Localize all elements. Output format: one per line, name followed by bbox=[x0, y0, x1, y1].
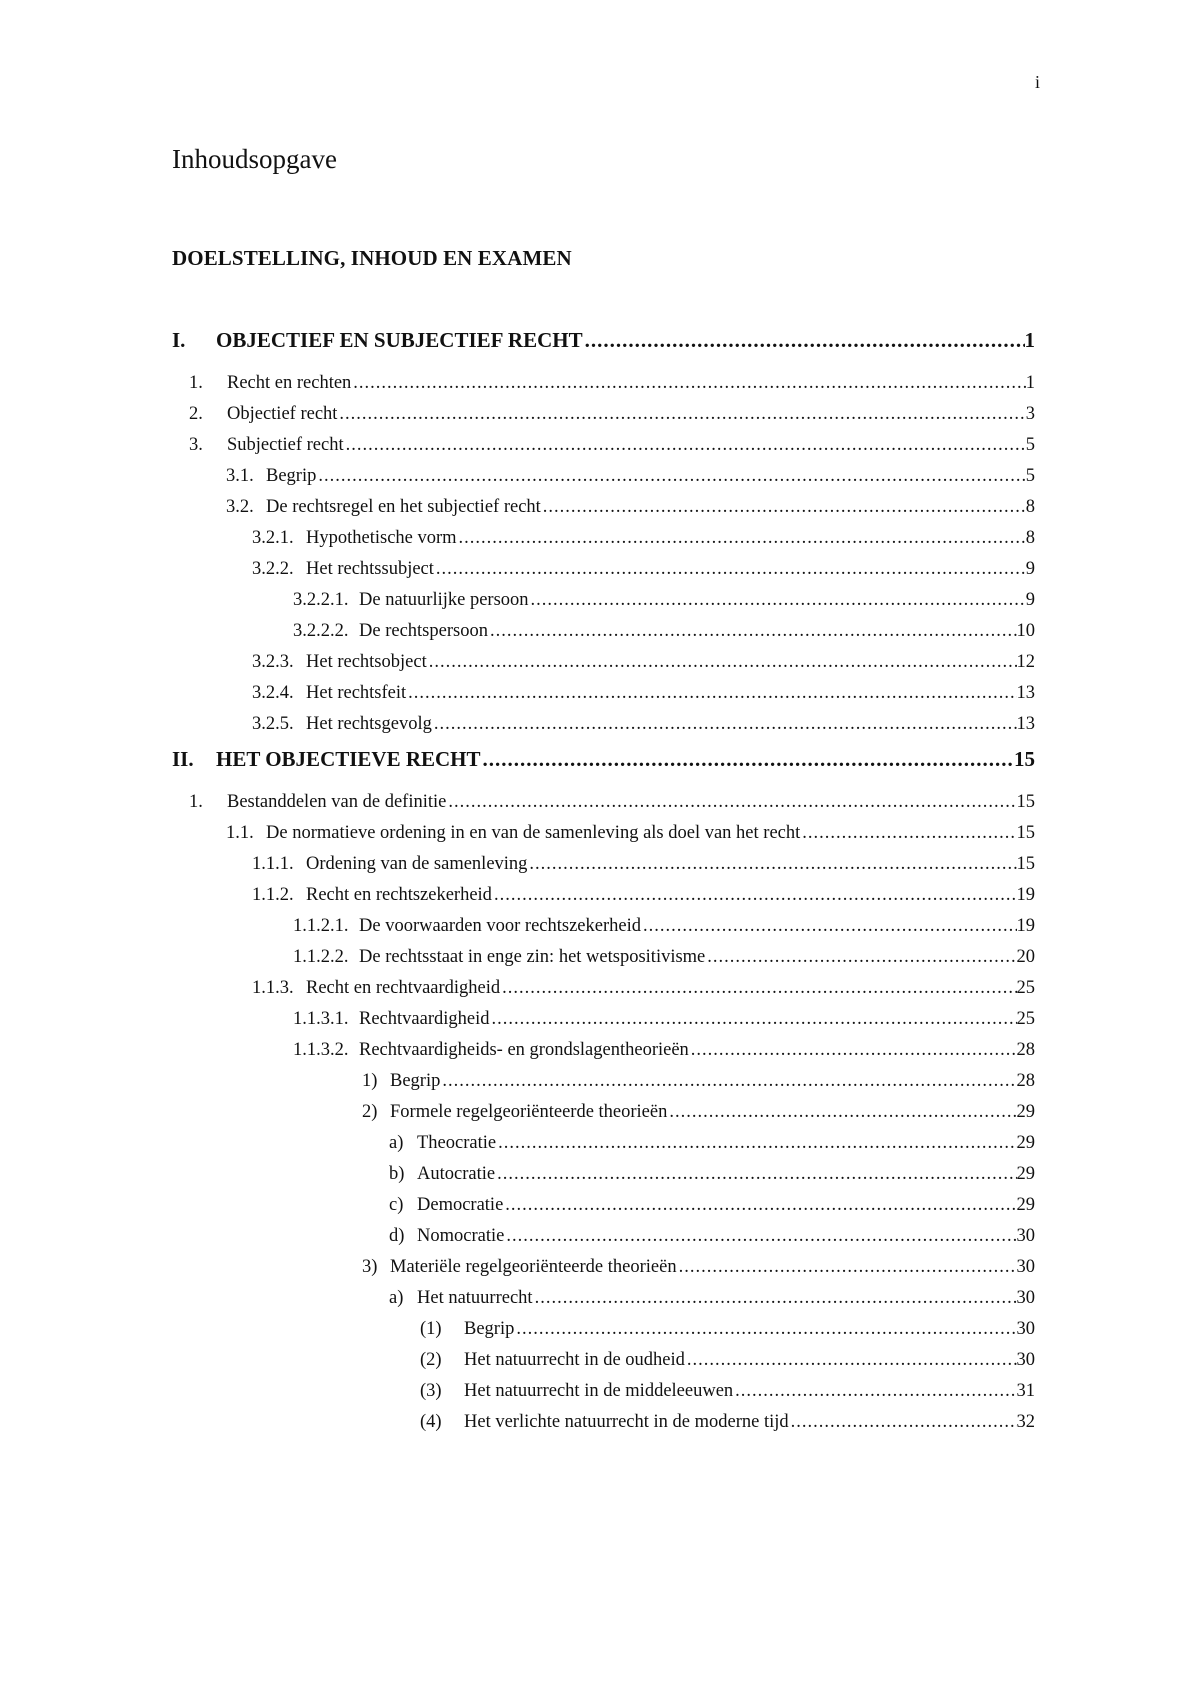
toc-entry-number: (3) bbox=[420, 1381, 442, 1401]
toc-entry bbox=[172, 714, 1035, 742]
toc-entry-page: 25 bbox=[1016, 978, 1035, 998]
toc-entry-number: I. bbox=[172, 328, 186, 352]
intro-heading: DOELSTELLING, INHOUD EN EXAMEN bbox=[172, 246, 572, 270]
toc-entry bbox=[172, 328, 1035, 356]
toc-dot-leader bbox=[436, 559, 1026, 580]
toc-entry-page: 29 bbox=[1016, 1133, 1035, 1153]
toc-entry-number: a) bbox=[389, 1133, 404, 1153]
toc-entry-page: 29 bbox=[1016, 1195, 1035, 1215]
toc-entry-page: 15 bbox=[1016, 792, 1035, 812]
toc-entry bbox=[172, 1288, 1035, 1316]
toc-entry-page: 19 bbox=[1016, 916, 1035, 936]
toc-dot-leader bbox=[791, 1412, 1017, 1433]
toc-entry-title: Recht en rechtvaardigheid bbox=[306, 978, 501, 998]
toc-entry-title: De voorwaarden voor rechtszekerheid bbox=[359, 916, 641, 936]
toc-entry-page: 15 bbox=[1014, 747, 1035, 771]
toc-dot-leader bbox=[408, 683, 1016, 704]
toc-entry-page: 3 bbox=[1025, 404, 1035, 424]
toc-entry-page: 5 bbox=[1025, 435, 1035, 455]
toc-entry-title: De rechtsregel en het subjectief recht bbox=[266, 497, 541, 517]
toc-dot-leader bbox=[505, 1195, 1016, 1216]
toc-entry-number: 3.2.4. bbox=[252, 683, 294, 703]
toc-entry-page: 30 bbox=[1016, 1257, 1035, 1277]
toc-entry-page: 12 bbox=[1016, 652, 1035, 672]
toc-entry-title: Subjectief recht bbox=[227, 435, 344, 455]
toc-entry bbox=[172, 1102, 1035, 1130]
toc-entry-page: 30 bbox=[1016, 1226, 1035, 1246]
toc-entry bbox=[172, 1009, 1035, 1037]
toc-dot-leader bbox=[687, 1350, 1017, 1371]
toc-entry-title: Begrip bbox=[464, 1319, 515, 1339]
toc-entry-page: 20 bbox=[1016, 947, 1035, 967]
toc-entry-page: 1 bbox=[1024, 328, 1035, 352]
toc-entry bbox=[172, 854, 1035, 882]
toc-entry-title: Hypothetische vorm bbox=[306, 528, 457, 548]
toc-dot-leader bbox=[802, 823, 1016, 844]
toc-entry bbox=[172, 404, 1035, 432]
toc-entry-title: Recht en rechten bbox=[227, 373, 352, 393]
toc-entry bbox=[172, 947, 1035, 975]
toc-entry bbox=[172, 466, 1035, 494]
toc-entry bbox=[172, 373, 1035, 401]
toc-entry-number: (2) bbox=[420, 1350, 442, 1370]
toc-entry-title: Het rechtsgevolg bbox=[306, 714, 432, 734]
toc-entry-number: 2. bbox=[189, 404, 203, 424]
toc-entry-number: 3.2.2.2. bbox=[293, 621, 349, 641]
toc-entry-title: De natuurlijke persoon bbox=[359, 590, 529, 610]
toc-entry-page: 28 bbox=[1016, 1040, 1035, 1060]
toc-entry-title: Formele regelgeoriënteerde theorieën bbox=[390, 1102, 668, 1122]
toc-entry-number: a) bbox=[389, 1288, 404, 1308]
toc-entry-number: 3.2.2.1. bbox=[293, 590, 349, 610]
toc-entry-title: De normatieve ordening in en van de samenleving als doel van het recht bbox=[266, 823, 801, 843]
toc-dot-leader bbox=[506, 1226, 1016, 1247]
toc-entry-number: 1.1.3.1. bbox=[293, 1009, 349, 1029]
toc-entry-page: 29 bbox=[1016, 1164, 1035, 1184]
toc-entry-page: 13 bbox=[1016, 714, 1035, 734]
toc-entry bbox=[172, 916, 1035, 944]
toc-entry-title: Bestanddelen van de definitie bbox=[227, 792, 447, 812]
toc-entry bbox=[172, 1226, 1035, 1254]
toc-entry bbox=[172, 559, 1035, 587]
toc-entry-title: Autocratie bbox=[417, 1164, 496, 1184]
toc-entry-number: 3.2. bbox=[226, 497, 254, 517]
toc-entry bbox=[172, 1319, 1035, 1347]
toc-entry-title: Het rechtssubject bbox=[306, 559, 434, 579]
toc-dot-leader bbox=[459, 528, 1026, 549]
toc-entry-page: 29 bbox=[1016, 1102, 1035, 1122]
toc-entry-title: Begrip bbox=[266, 466, 317, 486]
toc-dot-leader bbox=[669, 1102, 1016, 1123]
toc-dot-leader bbox=[448, 792, 1016, 813]
toc-entry-number: 3) bbox=[362, 1257, 378, 1277]
toc-entry bbox=[172, 885, 1035, 913]
toc-entry-page: 32 bbox=[1016, 1412, 1035, 1432]
toc-entry bbox=[172, 1412, 1035, 1440]
toc-dot-leader bbox=[707, 947, 1016, 968]
toc-entry-page: 15 bbox=[1016, 823, 1035, 843]
toc-entry bbox=[172, 621, 1035, 649]
toc-entry bbox=[172, 823, 1035, 851]
toc-entry-title: Het rechtsfeit bbox=[306, 683, 407, 703]
toc-entry bbox=[172, 652, 1035, 680]
toc-entry-page: 8 bbox=[1025, 497, 1035, 517]
toc-entry-title: Het rechtsobject bbox=[306, 652, 427, 672]
page-number: i bbox=[1034, 72, 1040, 92]
toc-entry-title: Objectief recht bbox=[227, 404, 338, 424]
toc-entry-number: 1.1.2.2. bbox=[293, 947, 349, 967]
toc-entry-title: HET OBJECTIEVE RECHT bbox=[216, 747, 481, 771]
toc-entry-page: 9 bbox=[1025, 559, 1035, 579]
toc-entry-page: 9 bbox=[1025, 590, 1035, 610]
toc-entry-title: Rechtvaardigheid bbox=[359, 1009, 490, 1029]
toc-entry-page: 30 bbox=[1016, 1350, 1035, 1370]
toc-entry-number: II. bbox=[172, 747, 194, 771]
toc-entry-number: d) bbox=[389, 1226, 405, 1246]
toc-entry-title: De rechtspersoon bbox=[359, 621, 488, 641]
toc-entry bbox=[172, 1257, 1035, 1285]
toc-entry-title: Democratie bbox=[417, 1195, 504, 1215]
toc-entry-title: OBJECTIEF EN SUBJECTIEF RECHT bbox=[216, 328, 583, 352]
toc-entry bbox=[172, 528, 1035, 556]
toc-entry bbox=[172, 497, 1035, 525]
toc-entry-number: (1) bbox=[420, 1319, 442, 1339]
toc-entry-title: Het natuurrecht bbox=[417, 1288, 533, 1308]
toc-entry-number: 3. bbox=[189, 435, 203, 455]
toc-entry bbox=[172, 1071, 1035, 1099]
toc-entry-title: Begrip bbox=[390, 1071, 441, 1091]
toc-entry-page: 1 bbox=[1025, 373, 1035, 393]
toc-entry-number: c) bbox=[389, 1195, 404, 1215]
toc-entry-number: 1.1.2. bbox=[252, 885, 294, 905]
toc-entry-number: 1.1.1. bbox=[252, 854, 294, 874]
toc-entry bbox=[172, 1164, 1035, 1192]
toc-dot-leader bbox=[353, 373, 1025, 394]
toc-entry-number: 3.1. bbox=[226, 466, 254, 486]
toc-entry-number: 3.2.3. bbox=[252, 652, 294, 672]
toc-dot-leader bbox=[497, 1164, 1016, 1185]
toc-entry bbox=[172, 683, 1035, 711]
toc-dot-leader bbox=[535, 1288, 1017, 1309]
toc-dot-leader bbox=[494, 885, 1017, 906]
toc-dot-leader bbox=[491, 1009, 1016, 1030]
toc-entry-page: 31 bbox=[1016, 1381, 1035, 1401]
toc-entry bbox=[172, 1381, 1035, 1409]
toc-entry-page: 28 bbox=[1016, 1071, 1035, 1091]
toc-entry-title: De rechtsstaat in enge zin: het wetspositivisme bbox=[359, 947, 706, 967]
toc-entry-title: Het natuurrecht in de middeleeuwen bbox=[464, 1381, 734, 1401]
toc-entry-number: 1. bbox=[189, 792, 203, 812]
toc-dot-leader bbox=[434, 714, 1017, 735]
toc-entry-page: 30 bbox=[1016, 1319, 1035, 1339]
toc-entry-page: 30 bbox=[1016, 1288, 1035, 1308]
toc-entry-number: 3.2.1. bbox=[252, 528, 294, 548]
toc-dot-leader bbox=[529, 854, 1016, 875]
toc-entry-number: 1. bbox=[189, 373, 203, 393]
toc-entry-title: Materiële regelgeoriënteerde theorieën bbox=[390, 1257, 677, 1277]
toc-entry-number: 3.2.2. bbox=[252, 559, 294, 579]
toc-entry bbox=[172, 978, 1035, 1006]
toc-entry-number: 1.1.2.1. bbox=[293, 916, 349, 936]
toc-entry-title: Het verlichte natuurrecht in de moderne tijd bbox=[464, 1412, 789, 1432]
toc-entry bbox=[172, 1350, 1035, 1378]
toc-entry-page: 15 bbox=[1016, 854, 1035, 874]
toc-dot-leader bbox=[585, 328, 1025, 353]
toc-entry-title: Het natuurrecht in de oudheid bbox=[464, 1350, 685, 1370]
toc-entry bbox=[172, 1040, 1035, 1068]
toc-entry-page: 5 bbox=[1025, 466, 1035, 486]
toc-dot-leader bbox=[691, 1040, 1017, 1061]
toc-dot-leader bbox=[339, 404, 1025, 425]
toc-entry-title: Nomocratie bbox=[417, 1226, 505, 1246]
toc-entry bbox=[172, 590, 1035, 618]
toc-dot-leader bbox=[318, 466, 1025, 487]
toc-entry-number: 1.1.3.2. bbox=[293, 1040, 349, 1060]
toc-entry-title: Theocratie bbox=[417, 1133, 497, 1153]
toc-entry bbox=[172, 1195, 1035, 1223]
toc-entry-number: b) bbox=[389, 1164, 405, 1184]
toc-entry-number: 1.1.3. bbox=[252, 978, 294, 998]
toc-dot-leader bbox=[346, 435, 1026, 456]
toc-entry-page: 25 bbox=[1016, 1009, 1035, 1029]
toc-dot-leader bbox=[531, 590, 1026, 611]
toc-dot-leader bbox=[502, 978, 1016, 999]
toc-entry-title: Rechtvaardigheids- en grondslagentheorieën bbox=[359, 1040, 689, 1060]
toc-entry-page: 13 bbox=[1016, 683, 1035, 703]
toc-dot-leader bbox=[679, 1257, 1017, 1278]
toc-entry-number: 1.1. bbox=[226, 823, 254, 843]
toc-dot-leader bbox=[429, 652, 1017, 673]
toc-entry-number: (4) bbox=[420, 1412, 442, 1432]
page-title: Inhoudsopgave bbox=[172, 144, 337, 174]
toc-entry-page: 19 bbox=[1016, 885, 1035, 905]
toc-entry-number: 1) bbox=[362, 1071, 378, 1091]
toc-dot-leader bbox=[442, 1071, 1016, 1092]
toc-dot-leader bbox=[735, 1381, 1016, 1402]
toc-entry-number: 2) bbox=[362, 1102, 378, 1122]
toc-entry bbox=[172, 435, 1035, 463]
toc-entry-title: Recht en rechtszekerheid bbox=[306, 885, 492, 905]
toc-entry-page: 10 bbox=[1016, 621, 1035, 641]
toc-dot-leader bbox=[490, 621, 1017, 642]
toc-entry-page: 8 bbox=[1025, 528, 1035, 548]
toc-dot-leader bbox=[483, 747, 1014, 772]
toc-dot-leader bbox=[643, 916, 1017, 937]
toc-entry bbox=[172, 792, 1035, 820]
toc-entry-title: Ordening van de samenleving bbox=[306, 854, 528, 874]
toc-entry-number: 3.2.5. bbox=[252, 714, 294, 734]
toc-entry bbox=[172, 747, 1035, 775]
toc-entry bbox=[172, 1133, 1035, 1161]
toc-dot-leader bbox=[498, 1133, 1016, 1154]
toc-dot-leader bbox=[516, 1319, 1016, 1340]
toc-dot-leader bbox=[543, 497, 1026, 518]
